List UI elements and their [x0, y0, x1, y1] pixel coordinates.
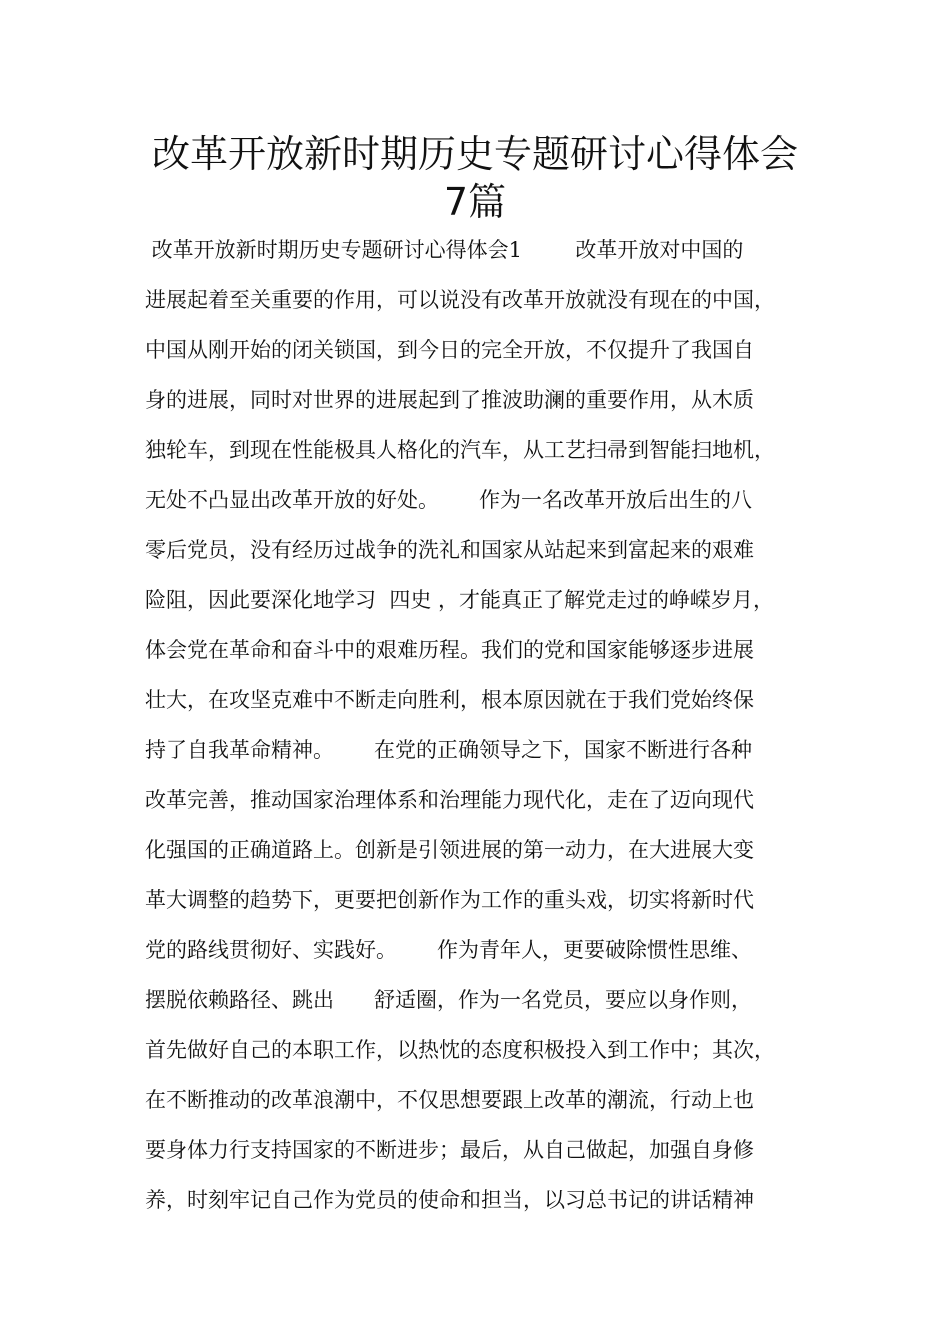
document-title-line-1: 改革开放新时期历史专题研讨心得体会: [151, 132, 798, 176]
body-text-line: 无处不凸显出改革开放的好处。 作为一名改革开放后出生的八: [145, 488, 753, 512]
body-text-line: 摆脱依赖路径、跳出 舒适圈，作为一名党员，要应以身作则，: [145, 988, 753, 1012]
body-text-line: 化强国的正确道路上。创新是引领进展的第一动力，在大进展大变: [145, 838, 754, 862]
body-text-line: 首先做好自己的本职工作，以热忱的态度积极投入到工作中；其次，: [145, 1038, 775, 1062]
body-text-line: 进展起着至关重要的作用，可以说没有改革开放就没有现在的中国，: [145, 288, 775, 312]
body-text-line: 零后党员，没有经历过战争的洗礼和国家从站起来到富起来的艰难: [145, 538, 754, 562]
body-text-line: 党的路线贯彻好、实践好。 作为青年人，更要破除惯性思维、: [145, 938, 753, 962]
body-text-line: 养，时刻牢记自己作为党员的使命和担当，以习总书记的讲话精神: [145, 1188, 754, 1212]
body-text-line: 体会党在革命和奋斗中的艰难历程。我们的党和国家能够逐步进展: [145, 638, 754, 662]
document-title-line-2: 7篇: [443, 180, 507, 224]
body-text-line: 独轮车，到现在性能极具人格化的汽车，从工艺扫帚到智能扫地机，: [145, 438, 775, 462]
body-text-line: 要身体力行支持国家的不断进步；最后，从自己做起，加强自身修: [145, 1138, 754, 1162]
body-text-line: 在不断推动的改革浪潮中，不仅思想要跟上改革的潮流，行动上也: [145, 1088, 754, 1112]
body-text-line: 改革开放新时期历史专题研讨心得体会1 改革开放对中国的: [145, 238, 744, 262]
body-text-line: 持了自我革命精神。 在党的正确领导之下，国家不断进行各种: [145, 738, 753, 762]
body-text-line: 身的进展，同时对世界的进展起到了推波助澜的重要作用，从木质: [145, 388, 754, 412]
body-text-line: 险阻，因此要深化地学习 四史 ，才能真正了解党走过的峥嵘岁月，: [145, 588, 775, 612]
body-text-line: 革大调整的趋势下，更要把创新作为工作的重头戏，切实将新时代: [145, 888, 754, 912]
body-text-line: 中国从刚开始的闭关锁国，到今日的完全开放，不仅提升了我国自: [145, 338, 754, 362]
body-text-line: 改革完善，推动国家治理体系和治理能力现代化，走在了迈向现代: [145, 788, 754, 812]
body-text-line: 壮大，在攻坚克难中不断走向胜利，根本原因就在于我们党始终保: [145, 688, 754, 712]
